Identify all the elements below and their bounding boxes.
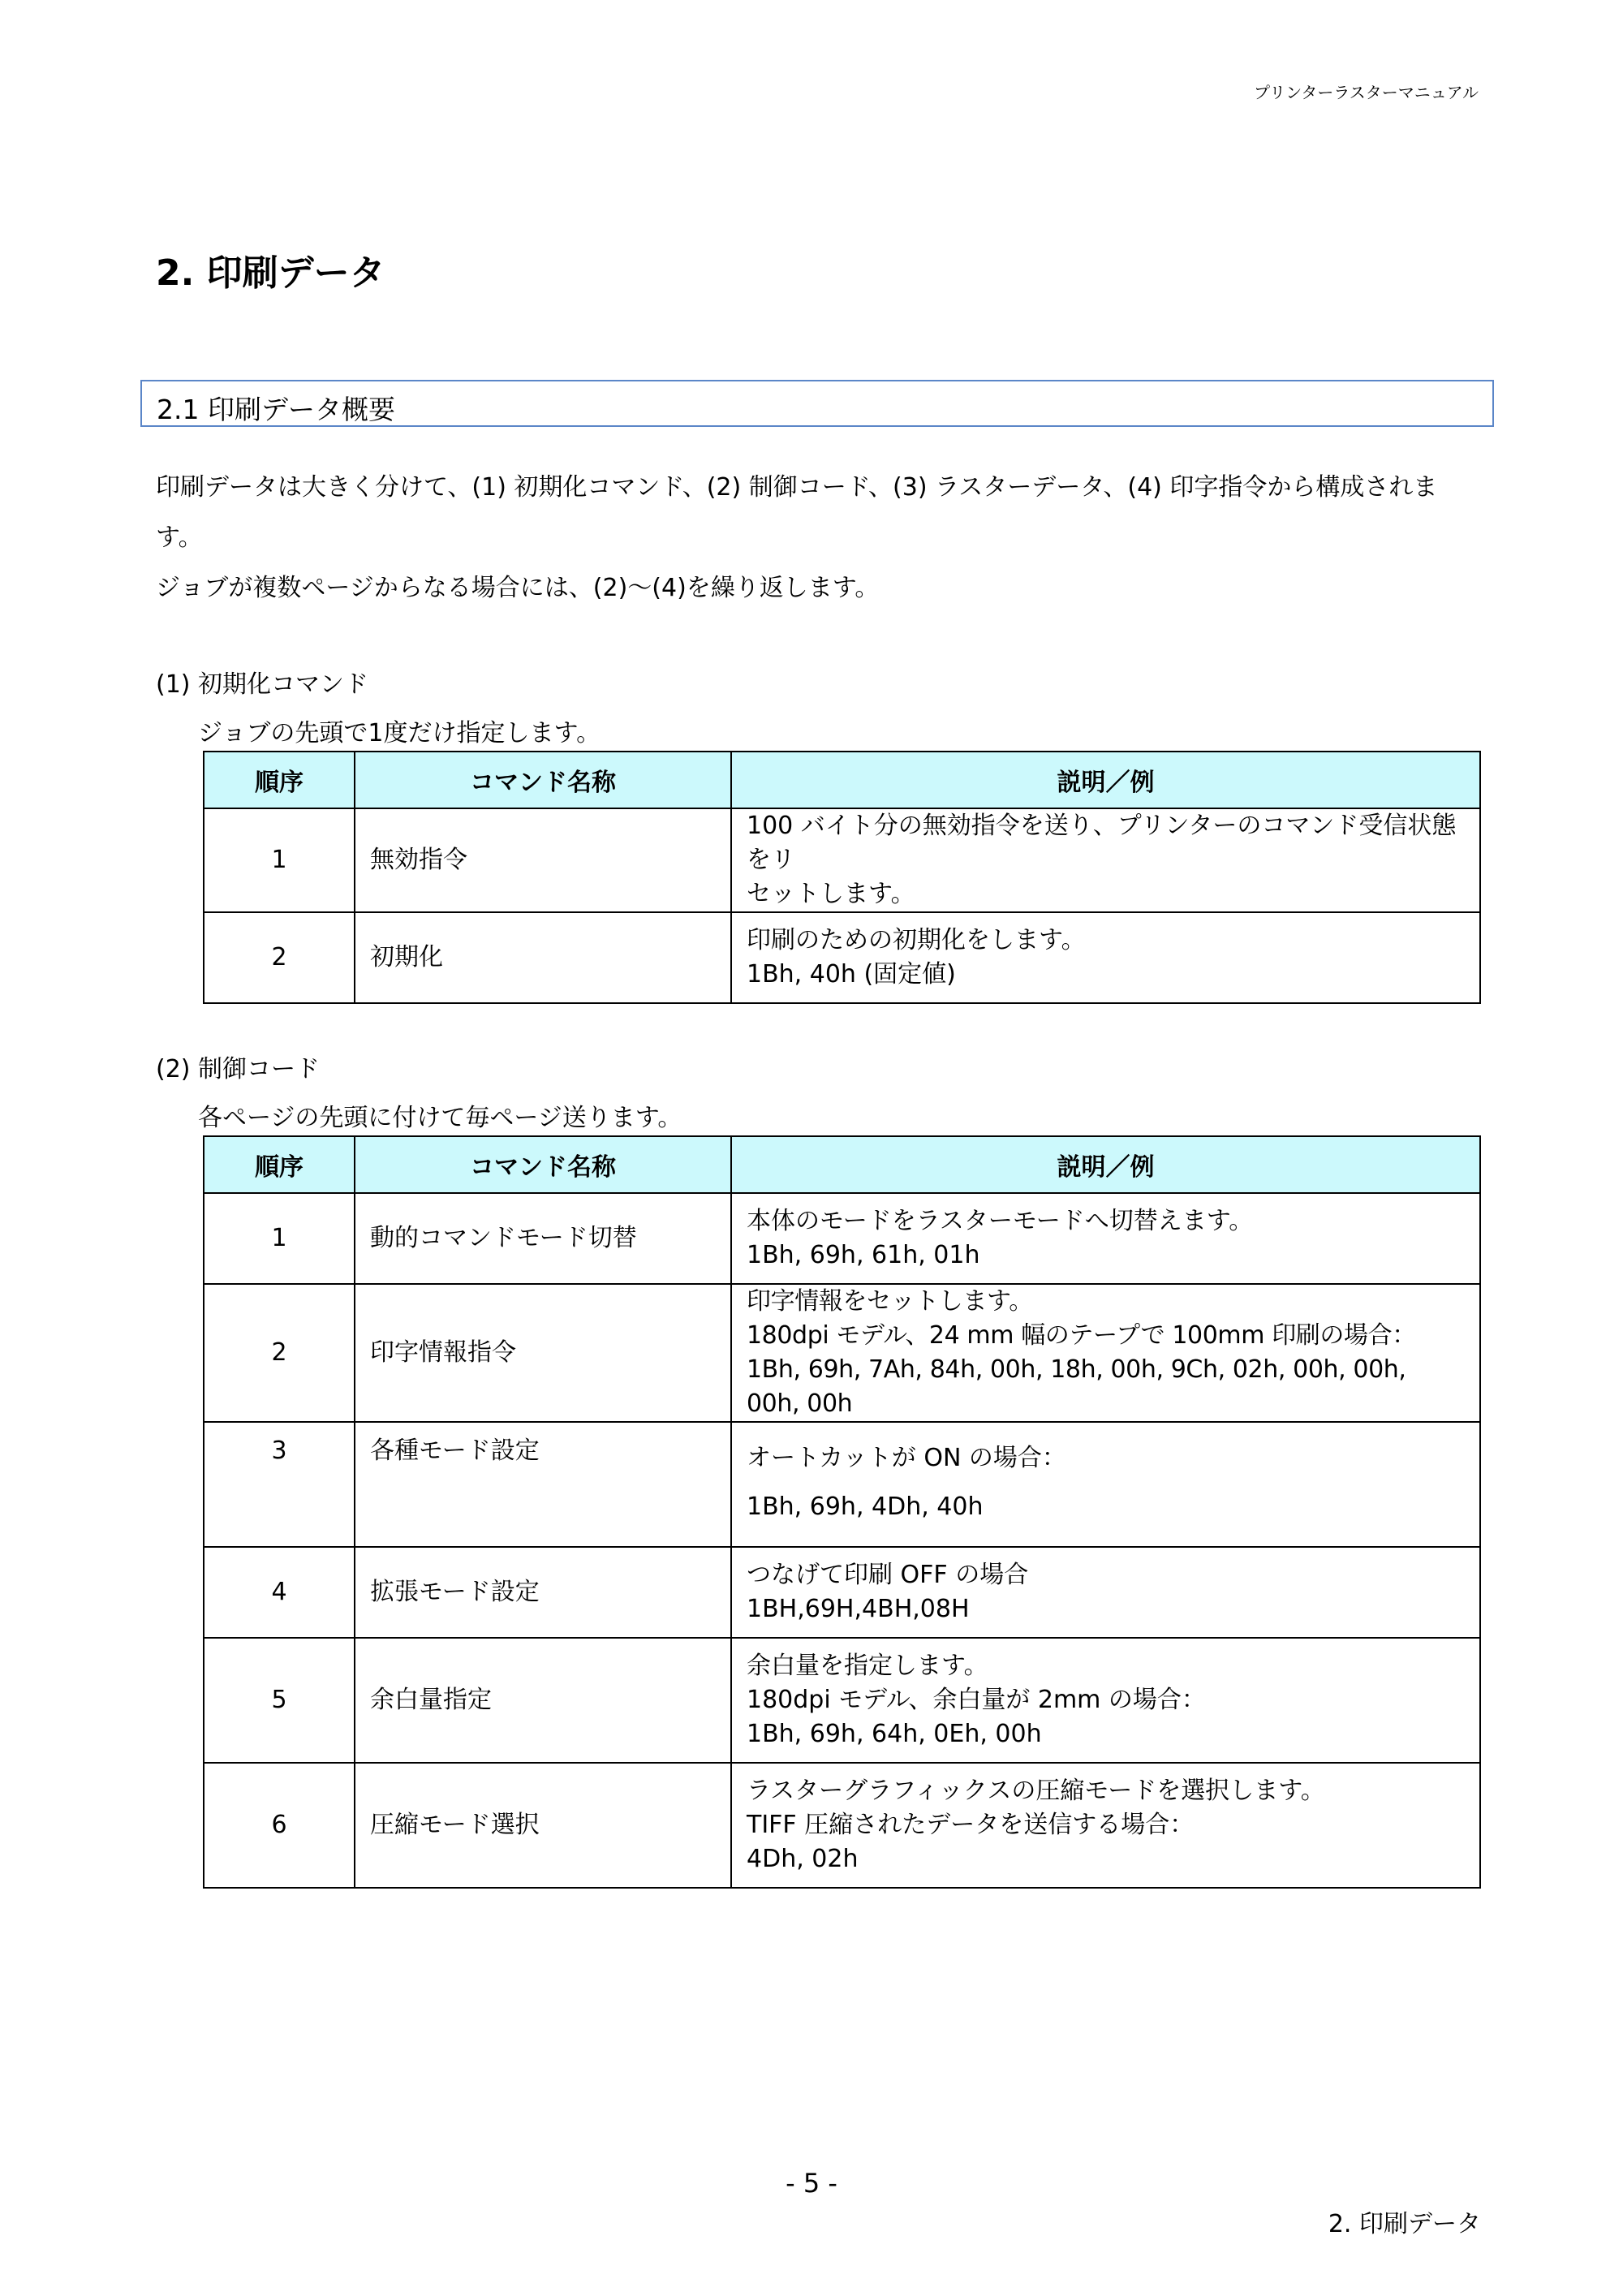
row-order: 4 <box>204 1547 355 1638</box>
row-order: 2 <box>204 1284 355 1422</box>
description-line: 1Bh, 69h, 4Dh, 40h <box>747 1493 984 1521</box>
description-line: 本体のモードをラスターモードへ切替えます。 <box>747 1207 1254 1235</box>
intro-line-3: ジョブが複数ページからなる場合には、(2)～(4)を繰り返します。 <box>156 574 880 602</box>
description-line: 180dpi モデル、24 mm 幅のテープで 100mm 印刷の場合： <box>747 1321 1416 1350</box>
table-row <box>204 808 1480 912</box>
section-heading-box <box>140 380 1494 427</box>
description-line: 1Bh, 69h, 64h, 0Eh, 00h <box>747 1720 1042 1748</box>
row-order: 3 <box>204 1422 355 1547</box>
table-row <box>204 1422 1480 1547</box>
header-order: 順序 <box>204 752 355 808</box>
control-codes-heading: (2) 制御コード <box>156 1055 321 1083</box>
table-header-row <box>204 752 1480 808</box>
control-codes-note: 各ページの先頭に付けて毎ページ送ります。 <box>198 1104 682 1132</box>
description-line: オートカットが ON の場合： <box>747 1444 1066 1472</box>
page-number: - 5 - <box>786 2168 837 2199</box>
init-commands-table <box>203 751 1481 1004</box>
table-row <box>204 1284 1480 1422</box>
description-line: 印字情報をセットします。 <box>747 1287 1033 1316</box>
row-description <box>731 1193 1480 1284</box>
init-commands-heading: (1) 初期化コマンド <box>156 670 369 699</box>
row-command-name: 無効指令 <box>355 808 731 912</box>
table-row <box>204 1193 1480 1284</box>
row-description <box>731 1638 1480 1763</box>
row-description <box>731 1284 1480 1422</box>
section-title: 2.1 印刷データ概要 <box>157 394 395 425</box>
running-header: プリンターラスターマニュアル <box>1254 83 1479 102</box>
row-description <box>731 1422 1480 1547</box>
row-command-name: 印字情報指令 <box>355 1284 731 1422</box>
row-description <box>731 808 1480 912</box>
description-line: 余白量を指定します。 <box>747 1652 988 1680</box>
row-order: 2 <box>204 912 355 1003</box>
intro-line-2: す。 <box>156 523 203 552</box>
description-line: 1BH,69H,4BH,08H <box>747 1595 970 1623</box>
description-line: つなげて印刷 OFF の場合 <box>747 1561 1029 1589</box>
description-line: 100 バイト分の無効指令を送り、プリンターのコマンド受信状態をリ <box>747 812 1457 874</box>
header-description: 説明／例 <box>731 1136 1480 1193</box>
table-row <box>204 1638 1480 1763</box>
row-order: 1 <box>204 808 355 912</box>
description-line: 4Dh, 02h <box>747 1845 859 1873</box>
description-line: 印刷のための初期化をします。 <box>747 926 1086 954</box>
header-order: 順序 <box>204 1136 355 1193</box>
table-header-row <box>204 1136 1480 1193</box>
row-command-name: 初期化 <box>355 912 731 1003</box>
description-line: セットします。 <box>747 880 915 908</box>
row-description <box>731 912 1480 1003</box>
row-order: 6 <box>204 1763 355 1888</box>
row-command-name: 圧縮モード選択 <box>355 1763 731 1888</box>
row-command-name: 拡張モード設定 <box>355 1547 731 1638</box>
header-command-name: コマンド名称 <box>355 1136 731 1193</box>
row-description <box>731 1763 1480 1888</box>
header-command-name: コマンド名称 <box>355 752 731 808</box>
row-order: 1 <box>204 1193 355 1284</box>
description-line: 1Bh, 69h, 7Ah, 84h, 00h, 18h, 00h, 9Ch, 02h, 00h, 00h, 00h, 00h <box>747 1355 1406 1418</box>
description-line: 1Bh, 40h (固定値) <box>747 960 956 989</box>
intro-paragraph <box>156 463 1487 614</box>
intro-line-1: 印刷データは大きく分けて、(1) 初期化コマンド、(2) 制御コード、(3) ラスターデータ、(4) 印字指令から構成されま <box>156 473 1438 502</box>
running-footer: 2. 印刷データ <box>1328 2210 1481 2238</box>
table-row <box>204 912 1480 1003</box>
init-commands-note: ジョブの先頭で1度だけ指定します。 <box>198 719 601 747</box>
table-row <box>204 1763 1480 1888</box>
row-order: 5 <box>204 1638 355 1763</box>
description-line: ラスターグラフィックスの圧縮モードを選択します。 <box>747 1777 1325 1805</box>
description-line: TIFF 圧縮されたデータを送信する場合： <box>747 1811 1195 1839</box>
row-description <box>731 1547 1480 1638</box>
header-description: 説明／例 <box>731 752 1480 808</box>
row-command-name: 余白量指定 <box>355 1638 731 1763</box>
row-command-name: 各種モード設定 <box>355 1422 731 1547</box>
control-codes-table <box>203 1135 1481 1889</box>
table-row <box>204 1547 1480 1638</box>
chapter-title: 2. 印刷データ <box>156 252 385 294</box>
description-line: 1Bh, 69h, 61h, 01h <box>747 1241 980 1269</box>
row-command-name: 動的コマンドモード切替 <box>355 1193 731 1284</box>
description-line: 180dpi モデル、余白量が 2mm の場合： <box>747 1686 1206 1714</box>
